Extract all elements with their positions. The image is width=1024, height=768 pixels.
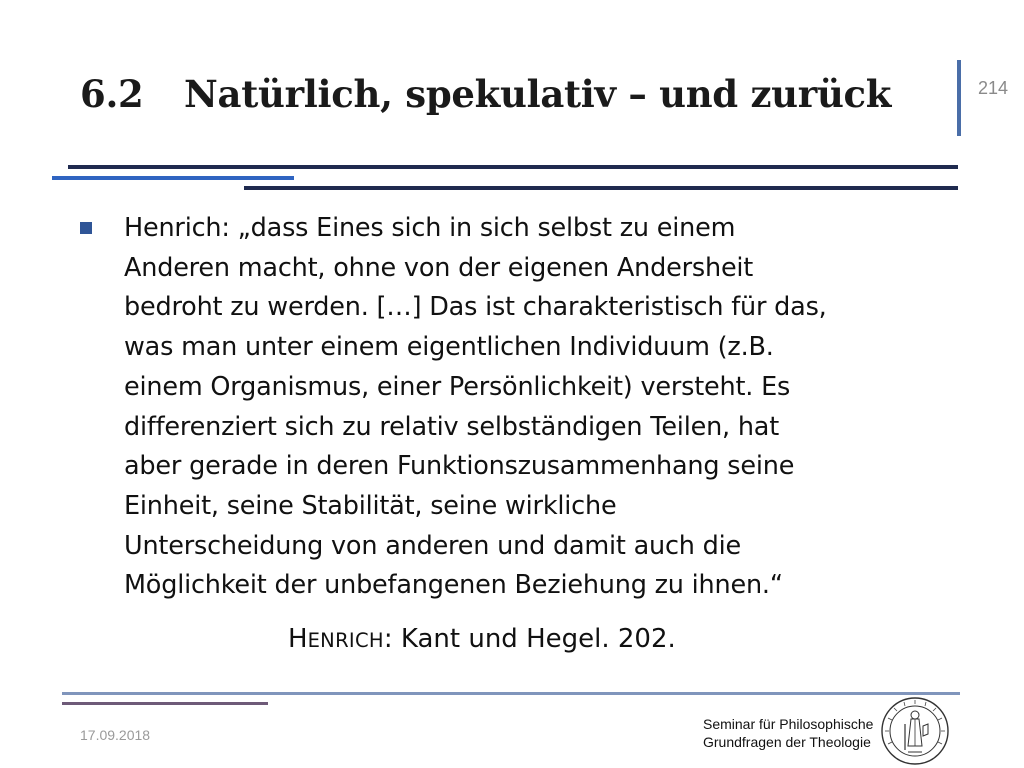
- quote-text: [124, 209, 954, 606]
- quote-line: differenziert sich zu relativ selbständigen Teilen, hat: [124, 411, 780, 442]
- quote-line: Anderen macht, ohne von der eigenen Andersheit: [124, 252, 754, 283]
- seminar-line-1: Seminar für Philosophische: [703, 716, 874, 732]
- citation: [288, 624, 676, 654]
- title-text: Natürlich, spekulativ – und zurück: [184, 72, 892, 116]
- page-number: 214: [978, 78, 1009, 98]
- title-divider: [957, 60, 961, 136]
- quote-line: Henrich: „dass Eines sich in sich selbst zu einem: [124, 213, 736, 243]
- bullet-marker: [80, 222, 92, 234]
- quote-line: einem Organismus, einer Persönlichkeit) versteht. Es: [124, 371, 791, 402]
- university-seal-icon: [878, 694, 952, 768]
- slide-title: [80, 72, 891, 116]
- header-rule-top: [68, 165, 958, 169]
- quote-line: Möglichkeit der unbefangenen Beziehung zu ihnen.“: [124, 570, 783, 601]
- footer-rule-long: [62, 692, 960, 695]
- citation-author-initial: H: [288, 624, 308, 654]
- quote-line: Unterscheidung von anderen und damit auch die: [124, 530, 742, 561]
- seminar-name: [703, 715, 873, 751]
- quote-line: bedroht zu werden. […] Das ist charakteristisch für das,: [124, 292, 827, 323]
- section-number: 6.2: [80, 72, 144, 116]
- header-rule-bottom: [244, 186, 958, 190]
- quote-line: Einheit, seine Stabilität, seine wirkliche: [124, 490, 617, 521]
- header-rule-left: [52, 176, 294, 180]
- footer-rule-short: [62, 702, 268, 705]
- quote-line: aber gerade in deren Funktionszusammenhang seine: [124, 451, 795, 482]
- seminar-line-2: Grundfragen der Theologie: [703, 734, 871, 750]
- quote-line: was man unter einem eigentlichen Individuum (z.B.: [124, 332, 774, 363]
- citation-source: : Kant und Hegel. 202.: [383, 624, 676, 654]
- citation-author-rest: ENRICH: [307, 629, 384, 652]
- footer-date: 17.09.2018: [80, 727, 151, 743]
